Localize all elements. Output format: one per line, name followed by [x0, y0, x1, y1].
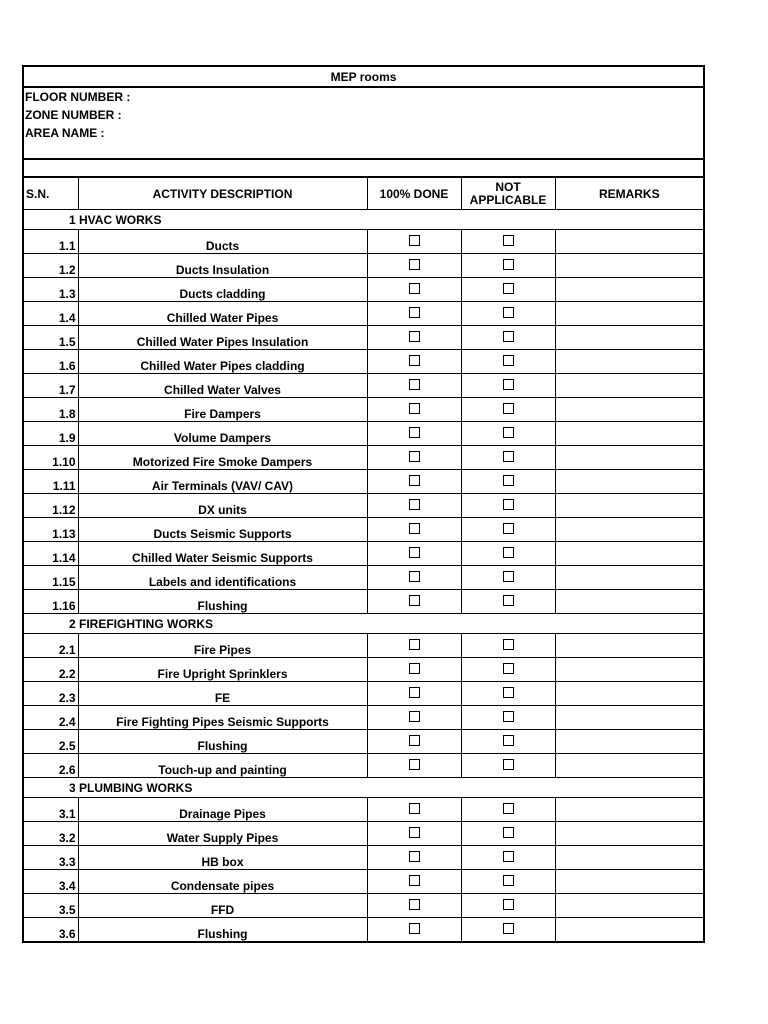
not-applicable-checkbox[interactable] — [503, 803, 514, 814]
done-checkbox[interactable] — [409, 639, 420, 650]
activity-description: Motorized Fire Smoke Dampers — [78, 446, 367, 470]
item-number: 1.6 — [23, 350, 78, 374]
activity-description: FE — [78, 682, 367, 706]
checklist-row — [23, 326, 704, 350]
checklist-row — [23, 566, 704, 590]
activity-description: Fire Upright Sprinklers — [78, 658, 367, 682]
done-checkbox-cell — [367, 470, 461, 494]
item-number: 3.3 — [23, 846, 78, 870]
done-checkbox-cell — [367, 542, 461, 566]
section-label: 3 PLUMBING WORKS — [23, 778, 704, 798]
done-checkbox[interactable] — [409, 235, 420, 246]
checklist-row — [23, 730, 704, 754]
remarks-cell[interactable] — [555, 822, 704, 846]
not-applicable-checkbox-cell — [461, 302, 555, 326]
checklist-row — [23, 894, 704, 918]
checklist-row — [23, 754, 704, 778]
checklist-row — [23, 822, 704, 846]
item-number: 1.5 — [23, 326, 78, 350]
activity-description: Ducts Seismic Supports — [78, 518, 367, 542]
not-applicable-checkbox[interactable] — [503, 547, 514, 558]
done-checkbox-cell — [367, 682, 461, 706]
not-applicable-checkbox-cell — [461, 422, 555, 446]
not-applicable-checkbox-cell — [461, 634, 555, 658]
remarks-cell[interactable] — [555, 494, 704, 518]
not-applicable-checkbox[interactable] — [503, 899, 514, 910]
not-applicable-checkbox-cell — [461, 278, 555, 302]
done-checkbox-cell — [367, 706, 461, 730]
header-remarks: REMARKS — [555, 177, 704, 210]
not-applicable-checkbox[interactable] — [503, 923, 514, 934]
done-checkbox-cell — [367, 278, 461, 302]
remarks-cell[interactable] — [555, 230, 704, 254]
activity-description: Flushing — [78, 730, 367, 754]
done-checkbox[interactable] — [409, 451, 420, 462]
checklist-row — [23, 706, 704, 730]
remarks-cell[interactable] — [555, 350, 704, 374]
done-checkbox[interactable] — [409, 499, 420, 510]
activity-description: Touch-up and painting — [78, 754, 367, 778]
not-applicable-checkbox[interactable] — [503, 687, 514, 698]
done-checkbox-cell — [367, 254, 461, 278]
not-applicable-checkbox[interactable] — [503, 403, 514, 414]
activity-description: Chilled Water Seismic Supports — [78, 542, 367, 566]
not-applicable-checkbox[interactable] — [503, 571, 514, 582]
done-checkbox-cell — [367, 870, 461, 894]
header-sn: S.N. — [23, 177, 78, 210]
not-applicable-checkbox-cell — [461, 846, 555, 870]
activity-description: FFD — [78, 894, 367, 918]
checklist-body — [23, 210, 704, 943]
not-applicable-checkbox-cell — [461, 658, 555, 682]
item-number: 1.1 — [23, 230, 78, 254]
remarks-cell[interactable] — [555, 634, 704, 658]
done-checkbox[interactable] — [409, 427, 420, 438]
not-applicable-checkbox[interactable] — [503, 711, 514, 722]
activity-description: Chilled Water Pipes Insulation — [78, 326, 367, 350]
zone-number-label: ZONE NUMBER : — [25, 108, 122, 122]
not-applicable-checkbox-cell — [461, 798, 555, 822]
item-number: 1.16 — [23, 590, 78, 614]
remarks-cell[interactable] — [555, 918, 704, 943]
done-checkbox-cell — [367, 822, 461, 846]
not-applicable-checkbox-cell — [461, 894, 555, 918]
not-applicable-checkbox-cell — [461, 374, 555, 398]
activity-description: DX units — [78, 494, 367, 518]
checklist-row — [23, 634, 704, 658]
not-applicable-checkbox-cell — [461, 754, 555, 778]
area-name-label: AREA NAME : — [25, 126, 105, 140]
activity-description: Fire Pipes — [78, 634, 367, 658]
not-applicable-checkbox[interactable] — [503, 235, 514, 246]
activity-description: Condensate pipes — [78, 870, 367, 894]
done-checkbox[interactable] — [409, 331, 420, 342]
not-applicable-checkbox-cell — [461, 822, 555, 846]
activity-description: Labels and identifications — [78, 566, 367, 590]
done-checkbox-cell — [367, 350, 461, 374]
done-checkbox[interactable] — [409, 735, 420, 746]
not-applicable-checkbox[interactable] — [503, 355, 514, 366]
done-checkbox[interactable] — [409, 663, 420, 674]
done-checkbox[interactable] — [409, 475, 420, 486]
not-applicable-checkbox-cell — [461, 518, 555, 542]
item-number: 2.2 — [23, 658, 78, 682]
item-number: 3.6 — [23, 918, 78, 943]
activity-description: Volume Dampers — [78, 422, 367, 446]
not-applicable-checkbox[interactable] — [503, 595, 514, 606]
remarks-cell[interactable] — [555, 326, 704, 350]
not-applicable-checkbox[interactable] — [503, 379, 514, 390]
done-checkbox-cell — [367, 846, 461, 870]
checklist-sheet — [22, 65, 703, 943]
remarks-cell[interactable] — [555, 754, 704, 778]
done-checkbox-cell — [367, 566, 461, 590]
checklist-row — [23, 350, 704, 374]
not-applicable-checkbox-cell — [461, 230, 555, 254]
done-checkbox[interactable] — [409, 759, 420, 770]
not-applicable-checkbox[interactable] — [503, 875, 514, 886]
not-applicable-checkbox[interactable] — [503, 827, 514, 838]
item-number: 1.15 — [23, 566, 78, 590]
item-number: 1.12 — [23, 494, 78, 518]
not-applicable-checkbox[interactable] — [503, 639, 514, 650]
done-checkbox[interactable] — [409, 571, 420, 582]
checklist-row — [23, 870, 704, 894]
done-checkbox-cell — [367, 398, 461, 422]
not-applicable-checkbox[interactable] — [503, 499, 514, 510]
done-checkbox[interactable] — [409, 403, 420, 414]
remarks-cell[interactable] — [555, 470, 704, 494]
remarks-cell[interactable] — [555, 706, 704, 730]
remarks-cell[interactable] — [555, 846, 704, 870]
checklist-row — [23, 798, 704, 822]
done-checkbox-cell — [367, 446, 461, 470]
done-checkbox-cell — [367, 374, 461, 398]
done-checkbox[interactable] — [409, 875, 420, 886]
checklist-row — [23, 230, 704, 254]
section-row — [23, 614, 704, 634]
not-applicable-checkbox[interactable] — [503, 523, 514, 534]
done-checkbox-cell — [367, 422, 461, 446]
item-number: 1.9 — [23, 422, 78, 446]
item-number: 1.14 — [23, 542, 78, 566]
item-number: 3.1 — [23, 798, 78, 822]
item-number: 2.1 — [23, 634, 78, 658]
checklist-row — [23, 302, 704, 326]
activity-description: Chilled Water Pipes cladding — [78, 350, 367, 374]
done-checkbox-cell — [367, 326, 461, 350]
activity-description: HB box — [78, 846, 367, 870]
item-number: 1.13 — [23, 518, 78, 542]
done-checkbox-cell — [367, 518, 461, 542]
not-applicable-checkbox-cell — [461, 682, 555, 706]
remarks-cell[interactable] — [555, 658, 704, 682]
checklist-row — [23, 422, 704, 446]
item-number: 2.3 — [23, 682, 78, 706]
checklist-row — [23, 254, 704, 278]
activity-description: Fire Dampers — [78, 398, 367, 422]
not-applicable-checkbox-cell — [461, 542, 555, 566]
checklist-row — [23, 278, 704, 302]
remarks-cell[interactable] — [555, 682, 704, 706]
item-number: 1.4 — [23, 302, 78, 326]
done-checkbox-cell — [367, 302, 461, 326]
remarks-cell[interactable] — [555, 398, 704, 422]
sheet-title: MEP rooms — [23, 66, 704, 87]
section-label: 1 HVAC WORKS — [23, 210, 704, 230]
remarks-cell[interactable] — [555, 798, 704, 822]
done-checkbox[interactable] — [409, 687, 420, 698]
done-checkbox[interactable] — [409, 827, 420, 838]
item-number: 3.2 — [23, 822, 78, 846]
item-number: 2.4 — [23, 706, 78, 730]
done-checkbox[interactable] — [409, 523, 420, 534]
header-done: 100% DONE — [367, 177, 461, 210]
done-checkbox-cell — [367, 918, 461, 943]
checklist-row — [23, 542, 704, 566]
section-label: 2 FIREFIGHTING WORKS — [23, 614, 704, 634]
done-checkbox[interactable] — [409, 803, 420, 814]
done-checkbox[interactable] — [409, 355, 420, 366]
checklist-row — [23, 846, 704, 870]
done-checkbox[interactable] — [409, 283, 420, 294]
done-checkbox[interactable] — [409, 307, 420, 318]
done-checkbox-cell — [367, 634, 461, 658]
not-applicable-checkbox-cell — [461, 254, 555, 278]
done-checkbox-cell — [367, 230, 461, 254]
not-applicable-checkbox-cell — [461, 350, 555, 374]
done-checkbox[interactable] — [409, 379, 420, 390]
done-checkbox-cell — [367, 754, 461, 778]
not-applicable-checkbox-cell — [461, 470, 555, 494]
item-number: 1.7 — [23, 374, 78, 398]
done-checkbox[interactable] — [409, 711, 420, 722]
done-checkbox-cell — [367, 590, 461, 614]
not-applicable-checkbox-cell — [461, 590, 555, 614]
checklist-row — [23, 446, 704, 470]
not-applicable-checkbox[interactable] — [503, 475, 514, 486]
done-checkbox-cell — [367, 798, 461, 822]
checklist-table — [22, 65, 705, 943]
not-applicable-checkbox[interactable] — [503, 283, 514, 294]
done-checkbox-cell — [367, 658, 461, 682]
done-checkbox[interactable] — [409, 259, 420, 270]
not-applicable-checkbox[interactable] — [503, 427, 514, 438]
activity-description: Flushing — [78, 590, 367, 614]
activity-description: Flushing — [78, 918, 367, 943]
checklist-row — [23, 658, 704, 682]
not-applicable-checkbox-cell — [461, 706, 555, 730]
done-checkbox[interactable] — [409, 547, 420, 558]
not-applicable-checkbox[interactable] — [503, 759, 514, 770]
remarks-cell[interactable] — [555, 730, 704, 754]
checklist-row — [23, 494, 704, 518]
item-number: 3.4 — [23, 870, 78, 894]
not-applicable-checkbox-cell — [461, 870, 555, 894]
not-applicable-checkbox-cell — [461, 494, 555, 518]
remarks-cell[interactable] — [555, 446, 704, 470]
item-number: 1.11 — [23, 470, 78, 494]
remarks-cell[interactable] — [555, 590, 704, 614]
done-checkbox[interactable] — [409, 899, 420, 910]
remarks-cell[interactable] — [555, 542, 704, 566]
item-number: 2.5 — [23, 730, 78, 754]
done-checkbox[interactable] — [409, 851, 420, 862]
activity-description: Air Terminals (VAV/ CAV) — [78, 470, 367, 494]
not-applicable-checkbox[interactable] — [503, 259, 514, 270]
done-checkbox-cell — [367, 494, 461, 518]
not-applicable-checkbox[interactable] — [503, 307, 514, 318]
not-applicable-checkbox[interactable] — [503, 663, 514, 674]
remarks-cell[interactable] — [555, 894, 704, 918]
done-checkbox[interactable] — [409, 923, 420, 934]
activity-description: Ducts cladding — [78, 278, 367, 302]
header-activity: ACTIVITY DESCRIPTION — [78, 177, 367, 210]
activity-description: Drainage Pipes — [78, 798, 367, 822]
item-number: 1.2 — [23, 254, 78, 278]
checklist-row — [23, 518, 704, 542]
checklist-row — [23, 374, 704, 398]
item-number: 2.6 — [23, 754, 78, 778]
remarks-cell[interactable] — [555, 566, 704, 590]
not-applicable-checkbox-cell — [461, 398, 555, 422]
done-checkbox[interactable] — [409, 595, 420, 606]
activity-description: Ducts Insulation — [78, 254, 367, 278]
checklist-row — [23, 470, 704, 494]
remarks-cell[interactable] — [555, 254, 704, 278]
checklist-row — [23, 682, 704, 706]
remarks-cell[interactable] — [555, 422, 704, 446]
not-applicable-checkbox-cell — [461, 326, 555, 350]
not-applicable-checkbox-cell — [461, 918, 555, 943]
activity-description: Water Supply Pipes — [78, 822, 367, 846]
remarks-cell[interactable] — [555, 374, 704, 398]
not-applicable-checkbox[interactable] — [503, 735, 514, 746]
item-number: 1.3 — [23, 278, 78, 302]
remarks-cell[interactable] — [555, 302, 704, 326]
checklist-row — [23, 918, 704, 943]
done-checkbox-cell — [367, 730, 461, 754]
item-number: 3.5 — [23, 894, 78, 918]
not-applicable-checkbox-cell — [461, 446, 555, 470]
section-row — [23, 210, 704, 230]
activity-description: Chilled Water Valves — [78, 374, 367, 398]
not-applicable-checkbox[interactable] — [503, 451, 514, 462]
header-not-applicable-label: NOT APPLICABLE — [469, 179, 547, 207]
item-number: 1.10 — [23, 446, 78, 470]
done-checkbox-cell — [367, 894, 461, 918]
not-applicable-checkbox[interactable] — [503, 851, 514, 862]
item-number: 1.8 — [23, 398, 78, 422]
remarks-cell[interactable] — [555, 870, 704, 894]
section-row — [23, 778, 704, 798]
not-applicable-checkbox-cell — [461, 566, 555, 590]
activity-description: Ducts — [78, 230, 367, 254]
remarks-cell[interactable] — [555, 278, 704, 302]
floor-number-label: FLOOR NUMBER : — [25, 90, 131, 104]
not-applicable-checkbox[interactable] — [503, 331, 514, 342]
activity-description: Fire Fighting Pipes Seismic Supports — [78, 706, 367, 730]
remarks-cell[interactable] — [555, 518, 704, 542]
spacer-row — [23, 159, 704, 177]
activity-description: Chilled Water Pipes — [78, 302, 367, 326]
checklist-row — [23, 590, 704, 614]
info-block — [23, 87, 704, 159]
checklist-row — [23, 398, 704, 422]
header-not-applicable — [461, 177, 555, 210]
not-applicable-checkbox-cell — [461, 730, 555, 754]
